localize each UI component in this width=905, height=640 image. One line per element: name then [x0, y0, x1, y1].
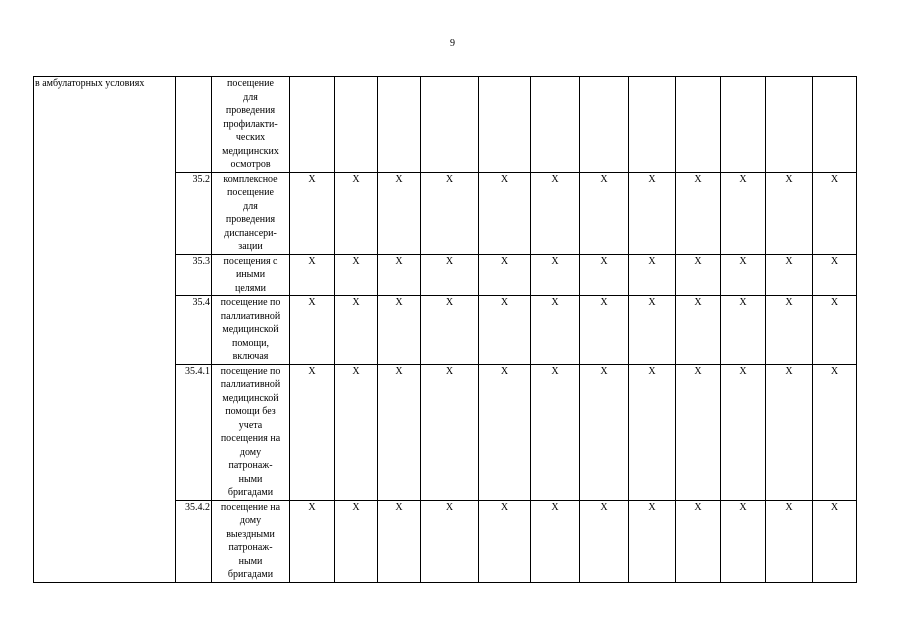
mark-cell: X: [676, 364, 721, 500]
row-name-line: паллиативной: [220, 379, 281, 390]
row-name-line: осмотров: [230, 159, 271, 170]
mark-cell: X: [629, 500, 676, 582]
row-name-line: посещение на: [220, 501, 281, 513]
row-name-line: ческих: [235, 132, 266, 143]
row-name: [212, 254, 290, 296]
mark-cell: X: [629, 172, 676, 254]
row-name: [212, 364, 290, 500]
mark-cell: X: [378, 500, 421, 582]
row-name-line: включая: [232, 351, 269, 362]
row-name-line: для: [243, 200, 258, 212]
row-name: [212, 172, 290, 254]
mark-cell: X: [580, 500, 629, 582]
mark-cell: X: [290, 254, 335, 296]
row-name-line: помощи без: [225, 406, 276, 417]
row-name-line: патронаж-: [228, 460, 273, 471]
table-row: [34, 77, 857, 173]
row-name-line: ными: [238, 473, 263, 485]
mark-cell: [676, 77, 721, 173]
row-name-line: посещение по: [220, 365, 281, 377]
page-number: 9: [450, 38, 455, 49]
mark-cell: X: [335, 254, 378, 296]
mark-cell: X: [335, 500, 378, 582]
mark-cell: X: [721, 500, 766, 582]
row-name-line: диспансери-: [224, 227, 277, 239]
mark-cell: X: [766, 296, 813, 365]
row-name: [212, 296, 290, 365]
mark-cell: X: [766, 500, 813, 582]
mark-cell: X: [721, 172, 766, 254]
mark-cell: [421, 77, 479, 173]
mark-cell: [813, 77, 857, 173]
mark-cell: X: [580, 364, 629, 500]
data-table: [33, 76, 857, 583]
row-name-line: дому: [239, 515, 262, 526]
row-code: 35.4.1: [176, 364, 212, 500]
mark-cell: [531, 77, 580, 173]
row-name-line: профилакти-: [223, 118, 278, 130]
mark-cell: X: [813, 296, 857, 365]
mark-cell: X: [335, 172, 378, 254]
mark-cell: [721, 77, 766, 173]
mark-cell: X: [813, 254, 857, 296]
mark-cell: X: [766, 172, 813, 254]
mark-cell: [479, 77, 531, 173]
row-code: [176, 77, 212, 173]
mark-cell: X: [813, 172, 857, 254]
mark-cell: [378, 77, 421, 173]
row-name-line: помощи,: [231, 337, 270, 349]
mark-cell: X: [479, 364, 531, 500]
mark-cell: X: [580, 296, 629, 365]
row-name-line: посещения с: [223, 255, 278, 267]
mark-cell: X: [290, 296, 335, 365]
row-name-line: для: [243, 91, 258, 103]
mark-cell: X: [676, 500, 721, 582]
row-name-line: посещение: [227, 78, 274, 89]
mark-cell: X: [479, 296, 531, 365]
row-name-line: медицинских: [222, 145, 279, 157]
mark-cell: [766, 77, 813, 173]
row-name: [212, 500, 290, 582]
row-name-line: учета: [238, 419, 263, 431]
row-name-line: посещение: [227, 187, 274, 198]
mark-cell: X: [479, 500, 531, 582]
mark-cell: X: [629, 254, 676, 296]
row-name-line: проведения: [225, 214, 276, 225]
row-code: 35.4: [176, 296, 212, 365]
row-name-line: комплексное: [223, 173, 278, 185]
mark-cell: X: [580, 254, 629, 296]
row-name-line: зации: [238, 241, 263, 252]
row-name-line: посещение по: [220, 297, 281, 308]
mark-cell: [629, 77, 676, 173]
mark-cell: X: [531, 296, 580, 365]
row-name-line: паллиативной: [220, 310, 281, 322]
row-name-line: иными: [235, 269, 266, 280]
mark-cell: X: [335, 364, 378, 500]
row-name: [212, 77, 290, 173]
mark-cell: X: [676, 254, 721, 296]
mark-cell: X: [378, 296, 421, 365]
mark-cell: X: [813, 500, 857, 582]
mark-cell: X: [378, 254, 421, 296]
mark-cell: X: [629, 296, 676, 365]
row-name-line: выездными: [226, 528, 275, 540]
mark-cell: X: [676, 172, 721, 254]
mark-cell: X: [721, 296, 766, 365]
mark-cell: X: [531, 500, 580, 582]
row-code: 35.2: [176, 172, 212, 254]
mark-cell: X: [721, 364, 766, 500]
row-name-line: бригадами: [227, 569, 274, 580]
row-code: 35.4.2: [176, 500, 212, 582]
mark-cell: X: [766, 364, 813, 500]
mark-cell: X: [421, 296, 479, 365]
mark-cell: X: [335, 296, 378, 365]
mark-cell: X: [766, 254, 813, 296]
row-name-line: проведения: [225, 105, 276, 116]
mark-cell: X: [531, 172, 580, 254]
row-name-line: целями: [234, 282, 267, 294]
mark-cell: X: [421, 500, 479, 582]
mark-cell: X: [813, 364, 857, 500]
section-label: в амбулаторных условиях: [34, 77, 176, 583]
row-name-line: патронаж-: [228, 542, 273, 553]
row-name-line: медицинской: [222, 324, 279, 335]
mark-cell: X: [421, 364, 479, 500]
mark-cell: X: [531, 364, 580, 500]
row-code: 35.3: [176, 254, 212, 296]
mark-cell: X: [721, 254, 766, 296]
mark-cell: [290, 77, 335, 173]
row-name-line: бригадами: [227, 487, 274, 498]
row-name-line: ными: [238, 555, 263, 567]
mark-cell: [335, 77, 378, 173]
row-name-line: медицинской: [222, 392, 279, 404]
row-name-line: дому: [239, 446, 262, 458]
mark-cell: X: [290, 364, 335, 500]
mark-cell: X: [676, 296, 721, 365]
mark-cell: X: [421, 172, 479, 254]
mark-cell: [580, 77, 629, 173]
mark-cell: X: [479, 254, 531, 296]
mark-cell: X: [290, 172, 335, 254]
mark-cell: X: [290, 500, 335, 582]
mark-cell: X: [479, 172, 531, 254]
mark-cell: X: [629, 364, 676, 500]
mark-cell: X: [378, 172, 421, 254]
mark-cell: X: [378, 364, 421, 500]
row-name-line: посещения на: [220, 433, 281, 444]
mark-cell: X: [531, 254, 580, 296]
mark-cell: X: [421, 254, 479, 296]
mark-cell: X: [580, 172, 629, 254]
